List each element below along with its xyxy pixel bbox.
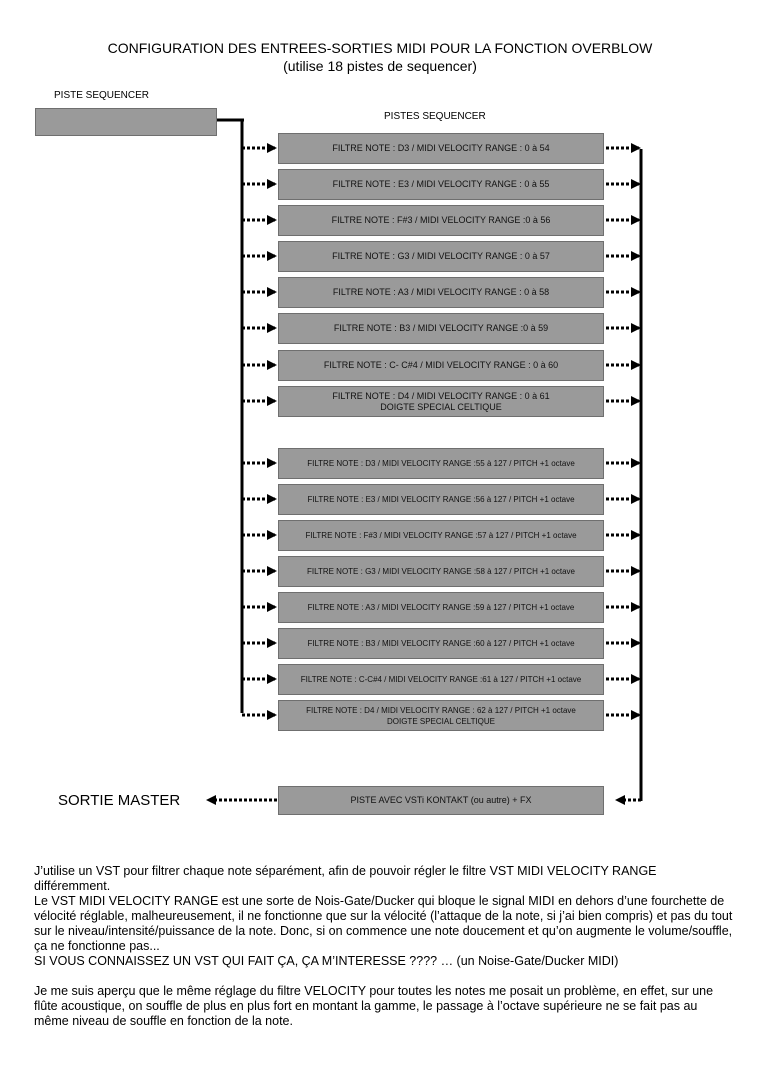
filter-track-label: FILTRE NOTE : E3 / MIDI VELOCITY RANGE :56 à 127 / PITCH +1 octave xyxy=(307,495,575,504)
filter-track-box xyxy=(278,133,604,164)
filter-track-note: DOIGTE SPECIAL CELTIQUE xyxy=(386,716,496,726)
filter-track-note: DOIGTE SPECIAL CELTIQUE xyxy=(380,401,502,412)
piste-sequencer-label: PISTE SEQUENCER xyxy=(54,90,150,101)
filter-track-box xyxy=(278,664,604,695)
filter-track-box xyxy=(278,350,604,381)
filter-track-box xyxy=(278,556,604,587)
entry-box xyxy=(35,108,217,136)
filter-track-label: FILTRE NOTE : F#3 / MIDI VELOCITY RANGE :0 à 56 xyxy=(331,215,551,225)
filter-track-box xyxy=(278,205,604,236)
filter-track-label: FILTRE NOTE : D4 / MIDI VELOCITY RANGE : 62 à 127 / PITCH +1 octave xyxy=(306,705,576,715)
filter-track-box xyxy=(278,169,604,200)
filter-track-label: FILTRE NOTE : C-C#4 / MIDI VELOCITY RANGE :61 à 127 / PITCH +1 octave xyxy=(300,675,582,684)
filter-track-box xyxy=(278,628,604,659)
pistes-sequencer-label: PISTES SEQUENCER xyxy=(384,111,486,122)
filter-track-label: FILTRE NOTE : D4 / MIDI VELOCITY RANGE : 0 à 61 xyxy=(332,390,550,401)
filter-track-label: FILTRE NOTE : D3 / MIDI VELOCITY RANGE :55 à 127 / PITCH +1 octave xyxy=(307,459,575,468)
master-track-box: PISTE AVEC VSTi KONTAKT (ou autre) + FX xyxy=(278,786,604,815)
filter-track-label: FILTRE NOTE : E3 / MIDI VELOCITY RANGE : 0 à 55 xyxy=(332,179,550,189)
filter-track-box xyxy=(278,592,604,623)
sortie-arrow-head xyxy=(206,795,216,805)
filter-track-box xyxy=(278,241,604,272)
filter-track-box xyxy=(278,277,604,308)
filter-track-box xyxy=(278,448,604,479)
filter-track-label: FILTRE NOTE : F#3 / MIDI VELOCITY RANGE :57 à 127 / PITCH +1 octave xyxy=(305,531,577,540)
explanation-text xyxy=(34,864,734,1029)
filter-track-label: FILTRE NOTE : A3 / MIDI VELOCITY RANGE :59 à 127 / PITCH +1 octave xyxy=(307,603,575,612)
paragraph-2: Le VST MIDI VELOCITY RANGE est une sorte de Nois-Gate/Ducker qui bloque le signal MIDI en dehors d’une fourchette de vélocité réglable, malheureusement, il ne fonctionne que sur la vélocité (l’attaque de la note, si j’ai bien compris) et pas du tout sur le niveau/intensité/puissance de la note. Donc, si on commence une note doucement et qu’on augmente le volume/souffle, ça ne fonctionne pas... xyxy=(34,894,733,953)
filter-track-label: FILTRE NOTE : C- C#4 / MIDI VELOCITY RANGE : 0 à 60 xyxy=(323,360,559,370)
filter-track-box xyxy=(278,313,604,344)
filter-track-label: FILTRE NOTE : G3 / MIDI VELOCITY RANGE : 0 à 57 xyxy=(332,251,550,261)
filter-track-label: FILTRE NOTE : G3 / MIDI VELOCITY RANGE :58 à 127 / PITCH +1 octave xyxy=(306,567,575,576)
diagram-title: CONFIGURATION DES ENTREES-SORTIES MIDI POUR LA FONCTION OVERBLOW xyxy=(107,40,653,56)
filter-track-box xyxy=(278,700,604,731)
filter-track-label: FILTRE NOTE : D3 / MIDI VELOCITY RANGE : 0 à 54 xyxy=(332,143,550,153)
filter-track-label: FILTRE NOTE : B3 / MIDI VELOCITY RANGE :0 à 59 xyxy=(333,323,549,333)
paragraph-4: Je me suis aperçu que le même réglage du filtre VELOCITY pour toutes les notes me posait un problème, en effet, sur une flûte acoustique, on souffle de plus en plus fort en montant la gamme, le passage à l’octave supérieure ne se fait pas au même niveau de souffle en fonction de la note. xyxy=(34,984,714,1028)
paragraph-1: J’utilise un VST pour filtrer chaque note séparément, afin de pouvoir régler le filtre VST MIDI VELOCITY RANGE différemment. xyxy=(34,864,657,893)
filter-track-label: FILTRE NOTE : B3 / MIDI VELOCITY RANGE :60 à 127 / PITCH +1 octave xyxy=(307,639,575,648)
sortie-master-label: SORTIE MASTER xyxy=(58,792,181,809)
filter-track-box xyxy=(278,386,604,417)
filter-track-label: FILTRE NOTE : A3 / MIDI VELOCITY RANGE : 0 à 58 xyxy=(332,287,550,297)
diagram-subtitle: (utilise 18 pistes de sequencer) xyxy=(283,58,477,74)
paragraph-3: SI VOUS CONNAISSEZ UN VST QUI FAIT ÇA, ÇA M’INTERESSE ???? … (un Noise-Gate/Ducker MIDI) xyxy=(34,954,619,968)
filter-track-box xyxy=(278,484,604,515)
filter-track-box xyxy=(278,520,604,551)
